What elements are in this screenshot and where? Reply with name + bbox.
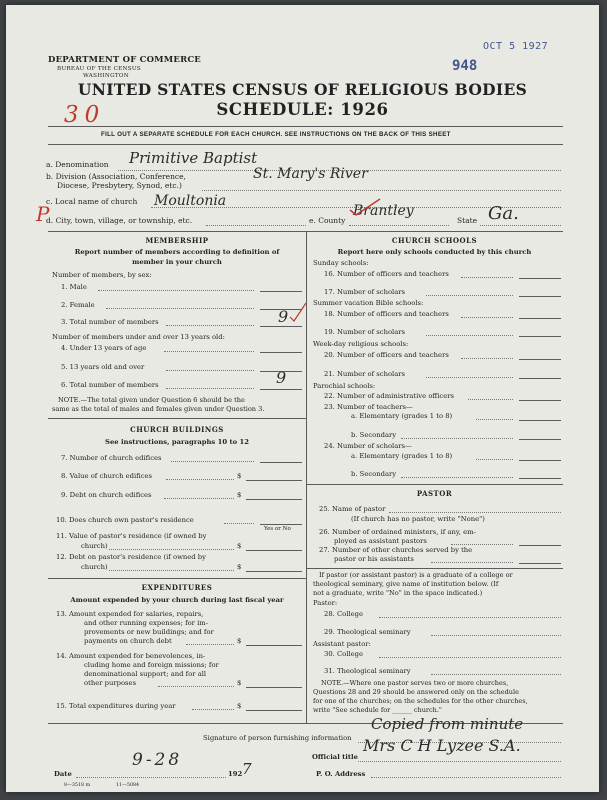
form-title: UNITED STATES CENSUS OF RELIGIOUS BODIES bbox=[77, 80, 528, 99]
graduate-text-3: not a graduate, write "No" in the space indicated.) bbox=[313, 589, 483, 597]
membership-bottom-rule bbox=[48, 418, 306, 419]
q9-dollar: $ bbox=[237, 491, 242, 499]
q3-dots bbox=[166, 325, 254, 326]
q23b-label: b. Secondary bbox=[351, 431, 397, 439]
q23b-answer-line bbox=[519, 439, 561, 440]
schools-bottom-rule bbox=[306, 484, 563, 485]
q14-dollar: $ bbox=[237, 679, 242, 687]
q24b-answer-line bbox=[519, 478, 561, 479]
q15-dollar: $ bbox=[237, 702, 242, 710]
schools-heading: CHURCH SCHOOLS bbox=[391, 236, 478, 245]
q28-label: 28. College bbox=[324, 610, 364, 618]
q2-label: 2. Female bbox=[61, 301, 95, 309]
q14-label-3: denominational support; and for all bbox=[84, 670, 207, 678]
q3-answer-line bbox=[260, 326, 302, 327]
division-label-2: Diocese, Presbytery, Synod, etc.) bbox=[57, 181, 182, 190]
q20-answer-line bbox=[519, 359, 561, 360]
q3-label: 3. Total number of members bbox=[61, 318, 159, 326]
instructions-text: FILL OUT A SEPARATE SCHEDULE FOR EACH CHURCH. SEE INSTRUCTIONS ON THE BACK OF THIS SHEET bbox=[101, 131, 451, 138]
weekday-schools-label: Week-day religious schools: bbox=[313, 340, 409, 348]
expenditures-sub: Amount expended by your church during last fiscal year bbox=[70, 596, 284, 604]
q13-dollar: $ bbox=[237, 637, 242, 645]
q19-answer-line bbox=[519, 336, 561, 337]
bureau-label: BUREAU OF THE CENSUS bbox=[57, 66, 142, 72]
official-title-line bbox=[358, 761, 561, 762]
graduate-text-1: If pastor (or assistant pastor) is a graduate of a college or bbox=[319, 571, 513, 579]
q6-label: 6. Total number of members bbox=[61, 381, 159, 389]
vacation-schools-label: Summer vacation Bible schools: bbox=[313, 299, 424, 307]
header-rule-top bbox=[48, 126, 563, 127]
q15-label: 15. Total expenditures during year bbox=[56, 702, 176, 710]
q25-label: 25. Name of pastor bbox=[319, 505, 386, 513]
q31-dots bbox=[431, 674, 561, 675]
q12-label-1: 12. Debt on pastor's residence (if owned by bbox=[56, 553, 206, 561]
year-printed: 192 bbox=[228, 770, 243, 778]
q23a-answer-line bbox=[519, 420, 561, 421]
official-title-label: Official title bbox=[312, 753, 358, 761]
q14-label-2: cluding home and foreign missions; for bbox=[84, 661, 219, 669]
q23a-label: a. Elementary (grades 1 to 8) bbox=[351, 412, 453, 420]
q12-dots bbox=[109, 570, 234, 571]
q20-label: 20. Number of officers and teachers bbox=[324, 351, 449, 359]
q22-answer-line bbox=[519, 400, 561, 401]
q16-label: 16. Number of officers and teachers bbox=[324, 270, 449, 278]
church-name-label: c. Local name of church bbox=[46, 197, 138, 206]
members-by-sex-label: Number of members, by sex: bbox=[52, 271, 152, 279]
q23b-dots bbox=[401, 438, 513, 439]
q11-answer-line bbox=[246, 550, 302, 551]
handwritten-number: 30 bbox=[64, 102, 106, 128]
membership-intro-2: member in your church bbox=[132, 258, 222, 266]
county-line bbox=[349, 225, 449, 226]
department-label: DEPARTMENT OF COMMERCE bbox=[48, 55, 201, 65]
date-label: Date bbox=[54, 770, 72, 778]
county-value: Brantley bbox=[353, 203, 414, 219]
membership-note-2: same as the total of males and females given under Question 3. bbox=[52, 405, 265, 413]
q17-dots bbox=[426, 295, 513, 296]
q14-label-4: other purposes bbox=[84, 679, 137, 687]
q24a-answer-line bbox=[519, 460, 561, 461]
q6-answer-line bbox=[260, 389, 302, 390]
q10-answer-line bbox=[260, 524, 302, 525]
q5-dots bbox=[166, 370, 254, 371]
q6-value: 9 bbox=[276, 368, 287, 387]
q26-label-1: 26. Number of ordained ministers, if any, em- bbox=[319, 528, 476, 536]
date-value: 9-28 bbox=[132, 750, 183, 770]
q13-label-4: payments on church debt bbox=[84, 637, 172, 645]
q4-dots bbox=[164, 351, 254, 352]
q27-label-2: pastor or his assistants bbox=[334, 555, 414, 563]
q21-answer-line bbox=[519, 378, 561, 379]
q12-answer-line bbox=[246, 571, 302, 572]
membership-heading: MEMBERSHIP bbox=[145, 236, 209, 245]
division-value: St. Mary's River bbox=[253, 166, 368, 182]
q28-dots bbox=[379, 617, 561, 618]
form-number-2: 11—5084 bbox=[116, 783, 140, 788]
expenditures-heading: EXPENDITURES bbox=[141, 583, 213, 592]
city-town-line bbox=[206, 225, 306, 226]
q23a-dots bbox=[476, 419, 513, 420]
header-rule-bottom bbox=[48, 144, 563, 145]
state-line bbox=[480, 225, 561, 226]
yes-no-hint: Yes or No bbox=[264, 526, 291, 532]
buildings-heading: CHURCH BUILDINGS bbox=[130, 425, 224, 434]
q11-dollar: $ bbox=[237, 542, 242, 550]
q10-dots bbox=[224, 523, 254, 524]
q17-answer-line bbox=[519, 296, 561, 297]
q29-dots bbox=[431, 635, 561, 636]
q7-label: 7. Number of church edifices bbox=[61, 454, 162, 462]
q30-dots bbox=[379, 657, 561, 658]
po-address-line bbox=[371, 777, 561, 778]
form-number: 8—3518 m bbox=[64, 783, 91, 788]
q24a-dots bbox=[476, 459, 513, 460]
q1-answer-line bbox=[260, 291, 302, 292]
po-address-label: P. O. Address bbox=[316, 770, 366, 778]
q27-dots bbox=[431, 562, 513, 563]
q7-dots bbox=[171, 461, 254, 462]
q13-label-3: provements or new buildings; and for bbox=[84, 628, 214, 636]
state-value: Ga. bbox=[488, 203, 519, 224]
q9-dots bbox=[164, 498, 234, 499]
county-label: e. County bbox=[309, 216, 346, 225]
q9-label: 9. Debt on church edifices bbox=[61, 491, 152, 499]
q20-dots bbox=[461, 358, 513, 359]
q26-answer-line bbox=[519, 545, 561, 546]
q24a-label: a. Elementary (grades 1 to 8) bbox=[351, 452, 453, 460]
signature-value: Copied from minute bbox=[371, 715, 524, 733]
q19-dots bbox=[426, 335, 513, 336]
sunday-schools-label: Sunday schools: bbox=[313, 259, 369, 267]
q3-value: 9 bbox=[278, 307, 289, 326]
pastor-note-4: write "See schedule for ______ church." bbox=[313, 706, 442, 714]
q15-answer-line bbox=[246, 710, 302, 711]
q2-dots bbox=[106, 308, 254, 309]
q18-dots bbox=[461, 317, 513, 318]
q8-answer-line bbox=[246, 480, 302, 481]
q4-answer-line bbox=[260, 352, 302, 353]
q21-dots bbox=[426, 377, 513, 378]
q21-label: 21. Number of scholars bbox=[324, 370, 406, 378]
q9-answer-line bbox=[246, 499, 302, 500]
q31-label: 31. Theological seminary bbox=[324, 667, 411, 675]
q14-dots bbox=[158, 686, 234, 687]
q5-label: 5. 13 years old and over bbox=[61, 363, 145, 371]
q11-label-1: 11. Value of pastor's residence (if owned by bbox=[56, 532, 207, 540]
pastor-note-3: for one of the churches; on the schedules for the other churches, bbox=[313, 697, 528, 705]
q24b-label: b. Secondary bbox=[351, 470, 397, 478]
church-name-value: Moultonia bbox=[154, 193, 227, 209]
membership-intro-1: Report number of members according to definition of bbox=[74, 248, 280, 256]
denomination-label: a. Denomination bbox=[46, 160, 109, 169]
graduate-text-2: theological seminary, give name of institution below. (If bbox=[313, 580, 499, 588]
pastor-note-1: NOTE.—Where one pastor serves two or more churches, bbox=[321, 679, 509, 687]
q13-label-2: and other running expenses; for im- bbox=[84, 619, 209, 627]
q13-dots bbox=[186, 644, 234, 645]
q1-dots bbox=[98, 290, 254, 291]
q26-dots bbox=[451, 544, 513, 545]
q11-label-2: church) bbox=[81, 542, 108, 550]
q22-dots bbox=[468, 399, 513, 400]
q27-answer-line bbox=[519, 563, 561, 564]
city-label: WASHINGTON bbox=[83, 73, 130, 79]
q27-label-1: 27. Number of other churches served by the bbox=[319, 546, 473, 554]
q4-label: 4. Under 13 years of age bbox=[61, 344, 147, 352]
q25-dots bbox=[389, 512, 561, 513]
q12-label-2: church) bbox=[81, 563, 108, 571]
schedule-number-stamp: 948 bbox=[452, 58, 478, 74]
red-check-mark bbox=[346, 197, 386, 217]
red-check-q3 bbox=[286, 301, 310, 325]
city-town-label: d. City, town, village, or township, etc. bbox=[46, 216, 193, 225]
pastor-note-2: Questions 28 and 29 should be answered only on the schedule bbox=[313, 688, 519, 696]
q15-dots bbox=[192, 709, 234, 710]
q25-note: (If church has no pastor, write "None") bbox=[351, 515, 485, 523]
pastor-label: Pastor: bbox=[313, 599, 338, 607]
q13-label-1: 13. Amount expended for salaries, repairs, bbox=[56, 610, 204, 618]
pastor-heading: PASTOR bbox=[416, 489, 453, 498]
red-margin-mark: P bbox=[36, 202, 50, 226]
q6-dots bbox=[166, 388, 254, 389]
q24b-dots bbox=[401, 477, 513, 478]
membership-note-1: NOTE.—The total given under Question 6 should be the bbox=[58, 396, 245, 404]
division-label-1: b. Division (Association, Conference, bbox=[46, 172, 186, 181]
q8-dollar: $ bbox=[237, 472, 242, 480]
state-label: State bbox=[457, 216, 478, 225]
pastor-mid-rule bbox=[306, 568, 563, 569]
q18-label: 18. Number of officers and teachers bbox=[324, 310, 449, 318]
signature-label: Signature of person furnishing information bbox=[203, 734, 352, 742]
q24-label: 24. Number of scholars— bbox=[324, 442, 412, 450]
assistant-pastor-label: Assistant pastor: bbox=[313, 640, 371, 648]
under-over-label: Number of members under and over 13 years old: bbox=[52, 333, 225, 341]
q19-label: 19. Number of scholars bbox=[324, 328, 406, 336]
q14-label-1: 14. Amount expended for benevolences, in- bbox=[56, 652, 206, 660]
parochial-schools-label: Parochial schools: bbox=[313, 382, 376, 390]
q23-label: 23. Number of teachers— bbox=[324, 403, 413, 411]
q10-label: 10. Does church own pastor's residence bbox=[56, 516, 194, 524]
denomination-value: Primitive Baptist bbox=[129, 149, 258, 167]
division-line bbox=[202, 190, 561, 191]
q16-dots bbox=[461, 277, 513, 278]
schools-intro: Report here only schools conducted by this church bbox=[337, 248, 532, 256]
q8-dots bbox=[166, 479, 234, 480]
q12-dollar: $ bbox=[237, 563, 242, 571]
received-date-stamp: OCT 5 1927 bbox=[483, 41, 549, 52]
official-title-value: Mrs C H Lyzee S.A. bbox=[363, 736, 521, 755]
q17-label: 17. Number of scholars bbox=[324, 288, 406, 296]
q14-answer-line bbox=[246, 687, 302, 688]
buildings-bottom-rule bbox=[48, 578, 306, 579]
buildings-sub: See instructions, paragraphs 10 to 12 bbox=[105, 438, 249, 446]
q18-answer-line bbox=[519, 318, 561, 319]
q30-label: 30. College bbox=[324, 650, 364, 658]
q8-label: 8. Value of church edifices bbox=[61, 472, 153, 480]
q11-dots bbox=[109, 549, 234, 550]
q7-answer-line bbox=[260, 462, 302, 463]
q16-answer-line bbox=[519, 278, 561, 279]
census-schedule-sheet bbox=[6, 5, 599, 792]
year-handwritten: 7 bbox=[242, 760, 252, 778]
q22-label: 22. Number of administrative officers bbox=[324, 392, 454, 400]
q13-answer-line bbox=[246, 645, 302, 646]
date-line bbox=[76, 777, 226, 778]
q29-label: 29. Theological seminary bbox=[324, 628, 411, 636]
form-subtitle: SCHEDULE: 1926 bbox=[216, 100, 389, 119]
q1-label: 1. Male bbox=[61, 283, 87, 291]
q26-label-2: ployed as assistant pastors bbox=[334, 537, 427, 545]
